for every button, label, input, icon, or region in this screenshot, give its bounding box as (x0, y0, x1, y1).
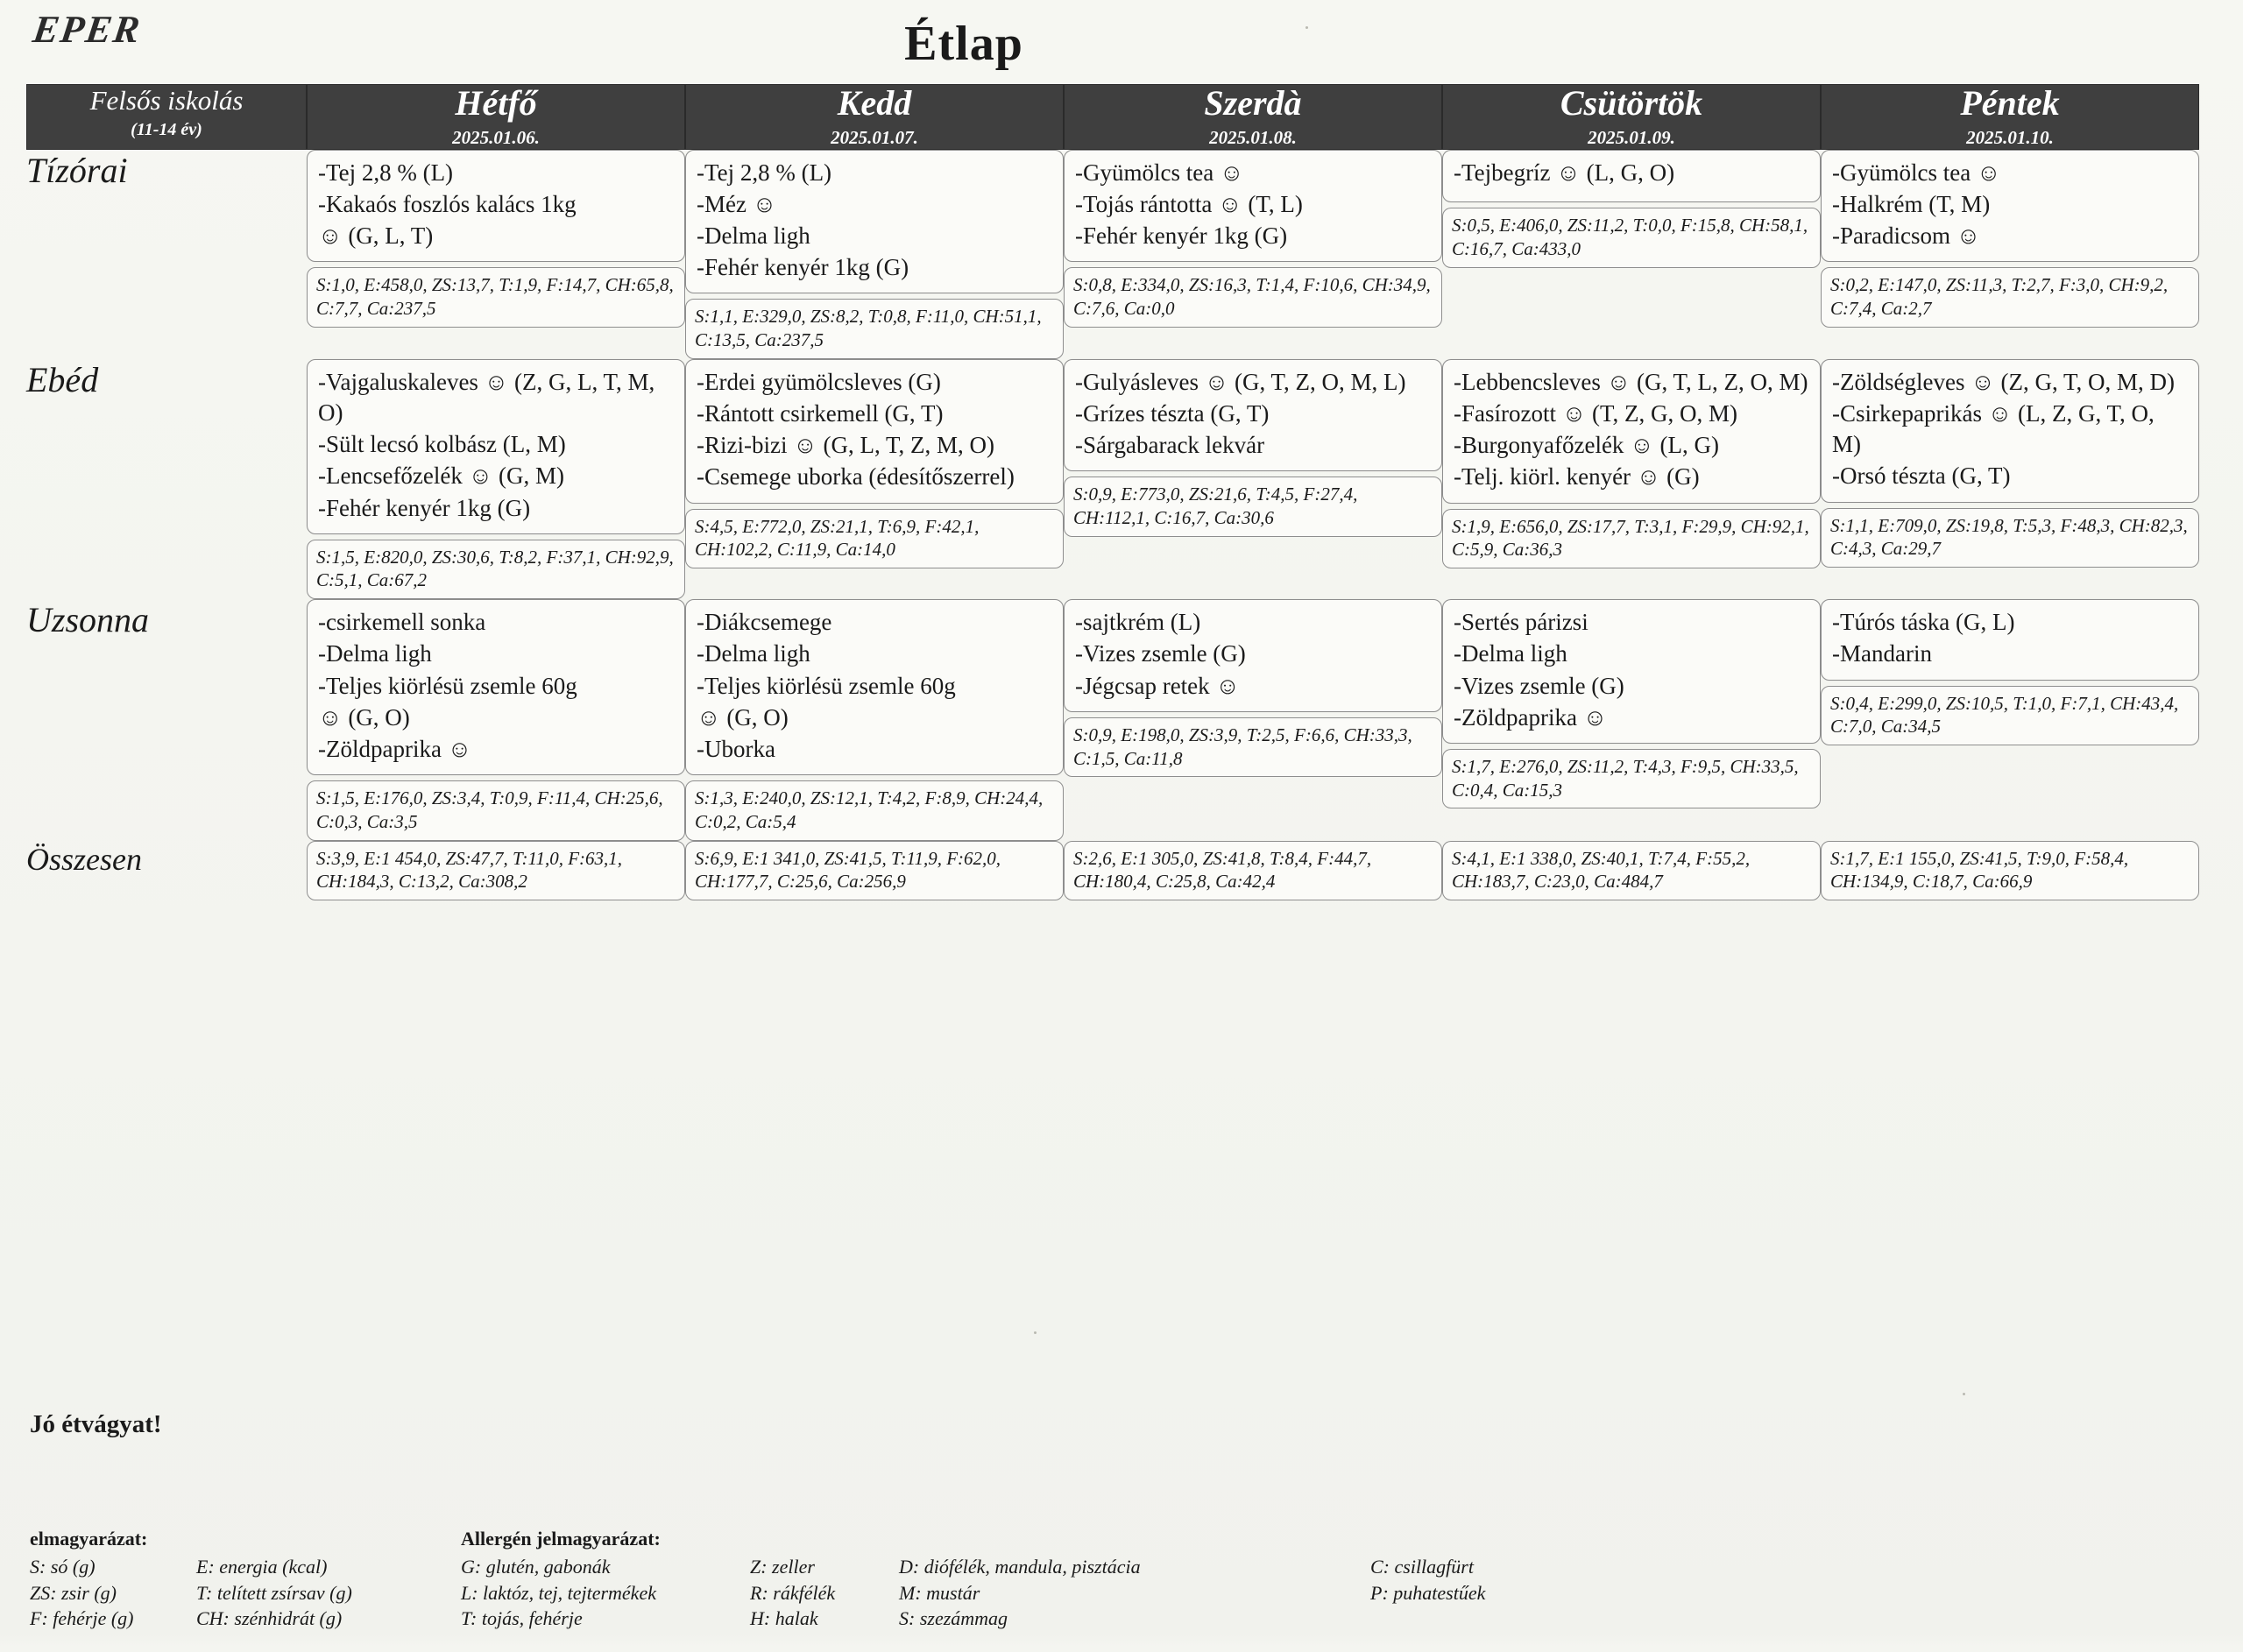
column-header-friday (1821, 84, 2199, 150)
meal-item: -Gyümölcs tea ☺ (1832, 159, 2001, 186)
meal-box (685, 150, 1064, 293)
legend-item: ZS: zsir (g) (30, 1581, 117, 1604)
meal-box (1064, 359, 1442, 471)
meal-item: -Tojás rántotta ☺ (T, L) (1075, 191, 1303, 218)
meal-box (307, 359, 685, 533)
nutrition-values: S:1,1, E:709,0, ZS:19,8, T:5,3, F:48,3, CH:82,3, C:4,3, Ca:29,7 (1821, 508, 2199, 568)
nutrition-values: S:0,9, E:773,0, ZS:21,6, T:4,5, F:27,4, CH:112,1, C:16,7, Ca:30,6 (1064, 477, 1442, 537)
meal-cell-tizorai-wednesday (1064, 150, 1442, 359)
meal-box (685, 599, 1064, 774)
meal-item: -Fehér kenyér 1kg (G) (1075, 222, 1288, 250)
nutrition-values: S:0,9, E:198,0, ZS:3,9, T:2,5, F:6,6, CH:33,3, C:1,5, Ca:11,8 (1064, 717, 1442, 778)
row-label-tizorai: Tízórai (26, 151, 128, 190)
legend-allergen (442, 1526, 1370, 1631)
total-cell-monday (307, 841, 685, 901)
legend-item: T: tojás, fehérje (461, 1606, 583, 1629)
meal-cell-uzsonna-monday (307, 599, 685, 840)
meal-cell-tizorai-friday (1821, 150, 2199, 359)
meal-item: -Fehér kenyér 1kg (G) (697, 254, 909, 281)
table-header-row (26, 84, 2199, 150)
nutrition-values: S:1,7, E:276,0, ZS:11,2, T:4,3, F:9,5, CH:33,5, C:0,4, Ca:15,3 (1442, 749, 1821, 809)
nutrition-values: S:1,3, E:240,0, ZS:12,1, T:4,2, F:8,9, CH:24,4, C:0,2, Ca:5,4 (685, 780, 1064, 841)
legend-item: P: puhatestűek (1370, 1581, 1486, 1604)
meal-item: -Paradicsom ☺ (1832, 222, 1981, 250)
meal-item: -Erdei gyümölcsleves (G) (697, 369, 941, 396)
nutrition-total: S:3,9, E:1 454,0, ZS:47,7, T:11,0, F:63,1, CH:184,3, C:13,2, Ca:308,2 (307, 841, 685, 901)
meal-item: -Jégcsap retek ☺ (1075, 672, 1240, 699)
meal-item: -Mandarin (1832, 640, 1932, 667)
meal-cell-ebed-thursday (1442, 359, 1821, 599)
meal-item: -Grízes tészta (G, T) (1075, 400, 1270, 427)
meal-item: -Sertés párizsi (1454, 609, 1588, 636)
meal-cell-tizorai-thursday (1442, 150, 1821, 359)
total-cell-thursday (1442, 841, 1821, 901)
meal-item: -Vizes zsemle (G) (1454, 672, 1624, 699)
meal-box (307, 599, 685, 774)
meal-item: -Fehér kenyér 1kg (G) (318, 494, 531, 521)
legend-item: CH: szénhidrát (g) (196, 1606, 343, 1629)
meal-box (1821, 150, 2199, 262)
total-cell-friday (1821, 841, 2199, 901)
meal-item: -Orsó tészta (G, T) (1832, 462, 2011, 490)
legend-item: G: glutén, gabonák (461, 1556, 611, 1578)
table-row-snack-morning (26, 150, 2199, 359)
meal-item: -Uborka (697, 735, 775, 762)
column-header-tuesday (685, 84, 1064, 150)
logo: EPER (30, 8, 145, 51)
meal-item: -Tej 2,8 % (L) (697, 159, 832, 186)
row-label-uzsonna: Uzsonna (26, 600, 150, 640)
corner-label-line2: (11-14 év) (131, 120, 202, 139)
bon-appetit-note: Jó étvágyat! (30, 1410, 162, 1438)
meal-item: -csirkemell sonka (318, 609, 486, 636)
table-corner-header (26, 84, 307, 150)
nutrition-values: S:1,5, E:176,0, ZS:3,4, T:0,9, F:11,4, CH:25,6, C:0,3, Ca:3,5 (307, 780, 685, 841)
legend-item: Z: zeller (750, 1556, 815, 1578)
scan-speck (1963, 1393, 1965, 1395)
page-edge-fade (0, 1634, 2243, 1652)
meal-item: -Teljes kiörlésü zsemle 60g (697, 672, 956, 699)
nutrition-total: S:2,6, E:1 305,0, ZS:41,8, T:8,4, F:44,7, CH:180,4, C:25,8, Ca:42,4 (1064, 841, 1442, 901)
row-label-ebed: Ebéd (26, 360, 99, 400)
meal-item: -Teljes kiörlésü zsemle 60g (318, 672, 577, 699)
meal-item: -Kakaós foszlós kalács 1kg (318, 191, 577, 218)
meal-item: -Tej 2,8 % (L) (318, 159, 454, 186)
meal-cell-uzsonna-thursday (1442, 599, 1821, 840)
day-date: 2025.01.06. (452, 127, 540, 148)
nutrition-values: S:0,8, E:334,0, ZS:16,3, T:1,4, F:10,6, CH:34,9, C:7,6, Ca:0,0 (1064, 267, 1442, 328)
meal-item: -Túrós táska (G, L) (1832, 609, 2015, 636)
meal-box (1821, 359, 2199, 502)
meal-cell-ebed-monday (307, 359, 685, 599)
page-title: Étlap (904, 17, 1023, 71)
meal-item: -Telj. kiörl. kenyér ☺ (G) (1454, 463, 1700, 491)
nutrition-values: S:1,0, E:458,0, ZS:13,7, T:1,9, F:14,7, CH:65,8, C:7,7, Ca:237,5 (307, 267, 685, 328)
legend-item: M: mustár (899, 1581, 980, 1604)
meal-cell-uzsonna-friday (1821, 599, 2199, 840)
meal-item: ☺ (G, L, T) (318, 222, 434, 250)
legend-allergen-title: Allergén jelmagyarázat: (461, 1528, 661, 1550)
meal-item: -Fasírozott ☺ (T, Z, G, O, M) (1454, 400, 1738, 427)
legend (30, 1526, 2203, 1631)
day-date: 2025.01.08. (1209, 127, 1297, 148)
nutrition-total: S:4,1, E:1 338,0, ZS:40,1, T:7,4, F:55,2, CH:183,7, C:23,0, Ca:484,7 (1442, 841, 1821, 901)
nutrition-values: S:1,1, E:329,0, ZS:8,2, T:0,8, F:11,0, CH:51,1, C:13,5, Ca:237,5 (685, 299, 1064, 359)
legend-item: R: rákfélék (750, 1581, 836, 1604)
meal-item: -Vizes zsemle (G) (1075, 640, 1246, 667)
meal-item: -Delma ligh (697, 222, 810, 250)
nutrition-values: S:1,9, E:656,0, ZS:17,7, T:3,1, F:29,9, CH:92,1, C:5,9, Ca:36,3 (1442, 509, 1821, 569)
meal-cell-ebed-tuesday (685, 359, 1064, 599)
meal-item: -Gyümölcs tea ☺ (1075, 159, 1244, 186)
meal-item: -Sárgabarack lekvár (1075, 432, 1265, 459)
meal-box (1064, 150, 1442, 262)
meal-item: -Vajgaluskaleves ☺ (Z, G, L, T, M, O) (318, 369, 655, 427)
table-row-total (26, 841, 2199, 901)
day-name: Csütörtök (1560, 83, 1703, 123)
meal-item: -Lebbencsleves ☺ (G, T, L, Z, O, M) (1454, 369, 1808, 396)
meal-item: -Delma ligh (697, 640, 810, 667)
legend-nutrition-title: elmagyarázat: (30, 1528, 148, 1550)
meal-cell-ebed-wednesday (1064, 359, 1442, 599)
legend-item: C: csillagfürt (1370, 1556, 1474, 1578)
menu-table (26, 84, 2199, 900)
nutrition-values: S:0,5, E:406,0, ZS:11,2, T:0,0, F:15,8, CH:58,1, C:16,7, Ca:433,0 (1442, 208, 1821, 268)
corner-label-line1: Felsős iskolás (89, 85, 244, 116)
legend-item: H: halak (750, 1606, 818, 1629)
meal-item: -Tejbegríz ☺ (L, G, O) (1454, 159, 1675, 186)
meal-item: -Sült lecsó kolbász (L, M) (318, 431, 566, 458)
meal-item: -Delma ligh (318, 640, 432, 667)
meal-item: -sajtkrém (L) (1075, 609, 1201, 636)
meal-cell-uzsonna-wednesday (1064, 599, 1442, 840)
column-header-wednesday (1064, 84, 1442, 150)
meal-item: -Gulyásleves ☺ (G, T, Z, O, M, L) (1075, 369, 1406, 396)
meal-item: -Csemege uborka (édesítőszerrel) (697, 463, 1015, 491)
meal-item: -Zöldségleves ☺ (Z, G, T, O, M, D) (1832, 369, 2175, 396)
day-name: Szerdà (1204, 83, 1302, 123)
meal-item: -Delma ligh (1454, 640, 1567, 667)
meal-box (1442, 359, 1821, 503)
legend-item: L: laktóz, tej, tejtermékek (461, 1581, 656, 1604)
total-cell-tuesday (685, 841, 1064, 901)
legend-item: E: energia (kcal) (196, 1556, 328, 1578)
meal-cell-tizorai-monday (307, 150, 685, 359)
day-date: 2025.01.07. (831, 127, 918, 148)
meal-cell-uzsonna-tuesday (685, 599, 1064, 840)
meal-item: -Csirkepaprikás ☺ (L, Z, G, T, O, M) (1832, 400, 2155, 458)
meal-item: -Zöldpaprika ☺ (318, 735, 472, 762)
column-header-monday (307, 84, 685, 150)
meal-box (1442, 150, 1821, 202)
legend-item: S: szezámmag (899, 1606, 1008, 1629)
scan-speck (1305, 26, 1308, 29)
table-row-afternoon-snack (26, 599, 2199, 840)
day-date: 2025.01.10. (1966, 127, 2054, 148)
nutrition-values: S:0,4, E:299,0, ZS:10,5, T:1,0, F:7,1, CH:43,4, C:7,0, Ca:34,5 (1821, 686, 2199, 746)
nutrition-total: S:6,9, E:1 341,0, ZS:41,5, T:11,9, F:62,0, CH:177,7, C:25,6, Ca:256,9 (685, 841, 1064, 901)
table-row-lunch (26, 359, 2199, 599)
meal-item: ☺ (G, O) (697, 703, 789, 731)
scan-speck (1034, 1331, 1037, 1334)
nutrition-values: S:4,5, E:772,0, ZS:21,1, T:6,9, F:42,1, CH:102,2, C:11,9, Ca:14,0 (685, 509, 1064, 569)
day-date: 2025.01.09. (1588, 127, 1675, 148)
meal-box (1442, 599, 1821, 743)
legend-allergen-extra (1370, 1526, 1668, 1631)
meal-item: -Rizi-bizi ☺ (G, L, T, Z, M, O) (697, 432, 995, 459)
meal-item: -Burgonyafőzelék ☺ (L, G) (1454, 432, 1719, 459)
meal-item: -Méz ☺ (697, 191, 777, 218)
legend-item: T: telített zsírsav (g) (196, 1581, 352, 1604)
meal-item: -Zöldpaprika ☺ (1454, 703, 1608, 731)
meal-item: -Diákcsemege (697, 609, 832, 636)
meal-box (307, 150, 685, 262)
nutrition-values: S:1,5, E:820,0, ZS:30,6, T:8,2, F:37,1, CH:92,9, C:5,1, Ca:67,2 (307, 540, 685, 600)
meal-item: -Lencsefőzelék ☺ (G, M) (318, 462, 564, 490)
meal-item: -Rántott csirkemell (G, T) (697, 400, 944, 427)
meal-item: -Halkrém (T, M) (1832, 191, 1991, 218)
total-cell-wednesday (1064, 841, 1442, 901)
row-label-osszesen: Összesen (26, 841, 142, 877)
day-name: Kedd (837, 83, 912, 123)
meal-item: ☺ (G, O) (318, 703, 410, 731)
meal-cell-tizorai-tuesday (685, 150, 1064, 359)
meal-cell-ebed-friday (1821, 359, 2199, 599)
column-header-thursday (1442, 84, 1821, 150)
legend-item: S: só (g) (30, 1556, 96, 1578)
meal-box (1064, 599, 1442, 711)
day-name: Hétfő (455, 83, 537, 123)
day-name: Péntek (1960, 83, 2060, 123)
meal-box (685, 359, 1064, 503)
nutrition-values: S:0,2, E:147,0, ZS:11,3, T:2,7, F:3,0, CH:9,2, C:7,4, Ca:2,7 (1821, 267, 2199, 328)
nutrition-total: S:1,7, E:1 155,0, ZS:41,5, T:9,0, F:58,4, CH:134,9, C:18,7, Ca:66,9 (1821, 841, 2199, 901)
meal-box (1821, 599, 2199, 680)
legend-item: D: diófélék, mandula, pisztácia (899, 1556, 1141, 1578)
legend-nutrition (30, 1526, 442, 1631)
legend-item: F: fehérje (g) (30, 1606, 134, 1629)
